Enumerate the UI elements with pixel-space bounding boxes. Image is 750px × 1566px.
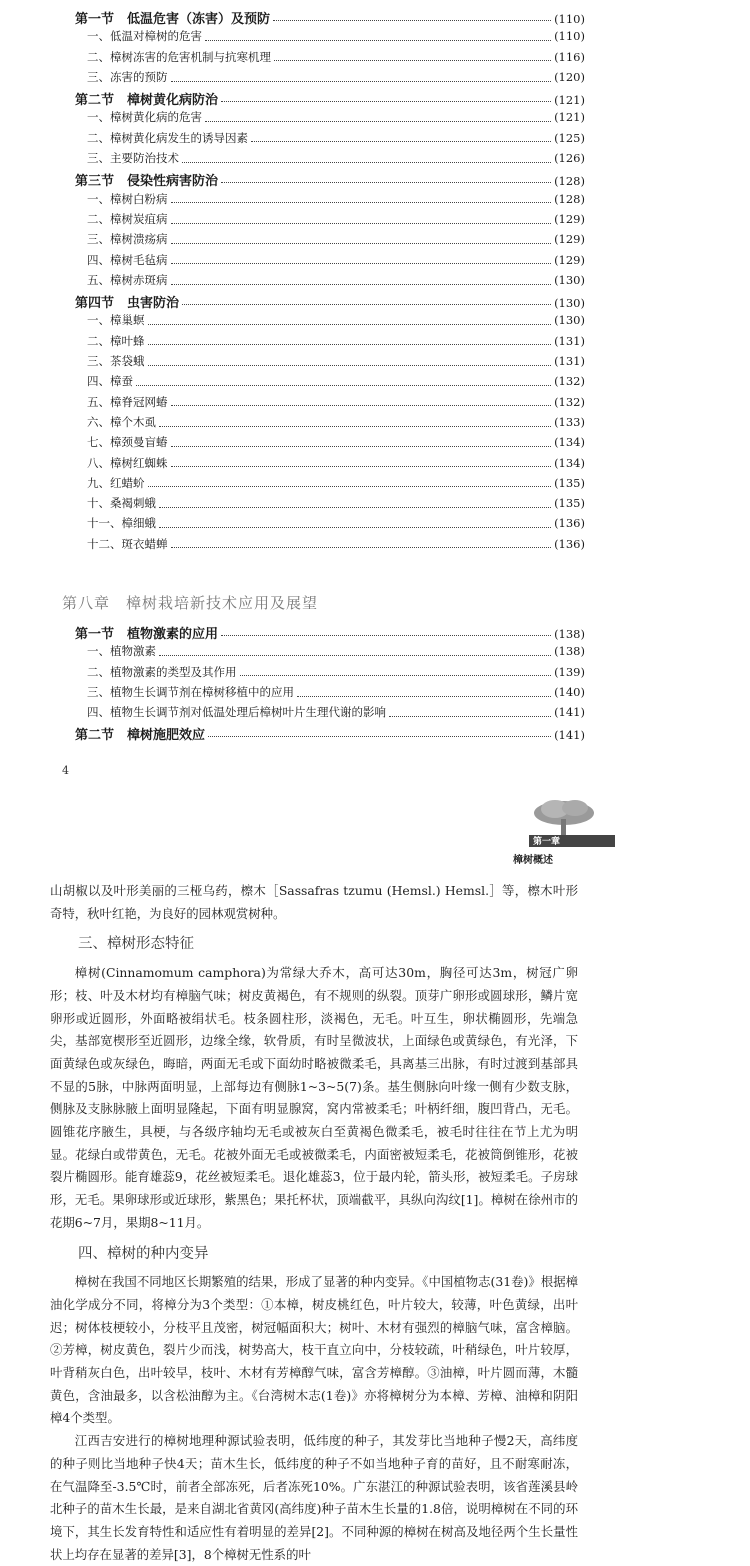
toc-page-number: (116): [554, 49, 585, 64]
toc-page-number: (126): [554, 151, 585, 166]
toc-entry-label: 三、茶袋蛾: [87, 354, 145, 369]
toc-entry-label: 三、植物生长调节剂在樟树移植中的应用: [87, 684, 294, 699]
toc-entry-label: 第三节 侵染性病害防治: [75, 174, 219, 190]
toc-entry-label: 五、樟树赤斑病: [87, 272, 168, 287]
toc-item-entry[interactable]: [75, 536, 585, 556]
toc-page-number: (128): [554, 174, 585, 189]
toc-page-number: (131): [554, 354, 585, 369]
toc-page-number: (141): [554, 728, 585, 743]
toc-page-number: (134): [554, 455, 585, 470]
paragraph: 樟树(Cinnamomum camphora)为常绿大乔木，高可达30m，胸径可达3m，树冠广卵形；枝、叶及木材均有樟脑气味；树皮黄褐色，有不规则的纵裂。顶芽广卵形或圆球形，鳞片宽卵形或近圆形，外面略被绢状毛。枝条圆柱形，淡褐色，无毛。叶互生，卵状椭圆形，先端急尖，基部宽楔形至近圆形，边缘全缘，软骨质，有时呈微波状，上面绿色或黄绿色，有光泽，下面黄绿色或灰绿色，晦暗，两面无毛或下面幼时略被微柔毛，具离基三出脉，有时过渡到基部具不显的5脉，中脉两面明显，上部每边有侧脉1~3~5(7)条。基生侧脉向叶缘一侧有少数支脉，侧脉及支脉脉腋上面明显隆起，下面有明显腺窝，窝内常被柔毛；叶柄纤细，腹凹背凸，无毛。圆锥花序腋生，具梗，与各级序轴均无毛或被灰白至黄褐色微柔毛，被毛时往往在节上尤为明显。花绿白或带黄色，无毛。花被外面无毛或被微柔毛，内面密被短柔毛，花被筒倒锥形，花被裂片椭圆形。能育雄蕊9，花丝被短柔毛。退化雄蕊3，位于最内轮，箭头形，被短柔毛。子房球形，无毛。果卵球形或近球形，紫黑色；果托杯状，顶端截平，具纵向沟纹[1]。樟树在徐州市的花期6~7月，果期8~11月。: [50, 965, 578, 1230]
toc-leader-dots: [171, 202, 552, 203]
toc-page-number: (132): [554, 394, 585, 409]
toc-leader-dots: [171, 243, 552, 244]
toc-entry-label: 四、樟蚕: [87, 374, 133, 389]
toc-entry-label: 第二节 樟树黄化病防治: [75, 93, 219, 109]
toc-leader-dots: [171, 405, 552, 406]
toc-item-entry[interactable]: [75, 150, 585, 170]
toc-leader-dots: [171, 81, 552, 82]
toc-item-entry[interactable]: [75, 252, 585, 272]
toc-leader-dots: [182, 304, 551, 305]
toc-entry-label: 四、樟树毛毡病: [87, 252, 168, 267]
toc-page-number: (135): [554, 475, 585, 490]
toc-page-number: (129): [554, 252, 585, 267]
toc-entry-label: 一、低温对樟树的危害: [87, 29, 202, 44]
toc-item-entry[interactable]: [75, 373, 585, 393]
toc-page-number: (130): [554, 272, 585, 287]
toc-entry-label: 十、桑褐刺蛾: [87, 496, 156, 511]
toc-entry-label: 一、樟树白粉病: [87, 191, 168, 206]
toc-leader-dots: [136, 385, 551, 386]
toc-item-entry[interactable]: [75, 333, 585, 353]
toc-item-entry[interactable]: [75, 664, 585, 684]
toc-item-entry[interactable]: [75, 394, 585, 414]
toc-page-number: (110): [554, 12, 585, 26]
toc-item-entry[interactable]: [75, 49, 585, 69]
toc-leader-dots: [274, 60, 551, 61]
toc-item-entry[interactable]: [75, 495, 585, 515]
toc-section-entry[interactable]: [75, 292, 585, 312]
toc-page-number: (138): [554, 627, 585, 641]
toc-page-number: (136): [554, 516, 585, 531]
toc-item-entry[interactable]: [75, 434, 585, 454]
toc-page-number: (129): [554, 232, 585, 247]
toc-page-number: (128): [554, 191, 585, 206]
toc-item-entry[interactable]: [75, 272, 585, 292]
paragraph: 樟树在我国不同地区长期繁殖的结果，形成了显著的种内变异。《中国植物志(31卷)》根据樟油化学成分不同，将樟分为3个类型：①本樟，树皮桃红色，叶片较大，较薄，叶色黄绿，出叶迟；树体枝梗较小，分枝平且茂密，树冠幅面积大；树叶、木材有强烈的樟脑气味，富含樟脑。②芳樟，树皮黄色，裂片少而浅，树势高大，枝干直立向中，分枝较疏，叶稍绿色，叶片较厚，叶背稍灰白色，出叶较早，枝叶、木材有芳樟醇气味，富含芳樟醇。③油樟，叶片圆而薄，木髓黄色，含油最多，以含松油醇为主。《台湾树木志(1卷)》亦将樟树分为本樟、芳樟、油樟和阴阳樟4个类型。: [50, 1274, 578, 1426]
toc-leader-dots: [205, 40, 551, 41]
toc-page-number: (141): [554, 705, 585, 720]
toc-leader-dots: [182, 162, 551, 163]
toc-entry-label: 一、樟树黄化病的危害: [87, 110, 202, 125]
toc-page-number: (121): [554, 110, 585, 125]
toc-leader-dots: [148, 365, 552, 366]
toc-entry-label: 七、樟颈曼盲蝽: [87, 435, 168, 450]
toc-leader-dots: [148, 486, 552, 487]
toc-entry-label: 八、樟树红蜘蛛: [87, 455, 168, 470]
toc-leader-dots: [273, 20, 551, 21]
toc-page-number: (136): [554, 536, 585, 551]
toc-entry-label: 一、樟巢螟: [87, 313, 145, 328]
toc-item-entry[interactable]: [75, 475, 585, 495]
toc-leader-dots: [148, 344, 552, 345]
toc-entry-label: 三、樟树溃疡病: [87, 232, 168, 247]
toc-item-entry[interactable]: [75, 353, 585, 373]
toc-leader-dots: [221, 635, 551, 636]
toc-leader-dots: [171, 284, 552, 285]
section-heading: 三、樟树形态特征: [78, 936, 194, 953]
toc-entry-label: 十一、樟细蛾: [87, 516, 156, 531]
toc-leader-dots: [159, 426, 551, 427]
body-text: [50, 880, 578, 1566]
toc-entry-label: 十二、斑衣蜡蝉: [87, 536, 168, 551]
toc-page-number: (134): [554, 435, 585, 450]
toc-entry-label: 三、主要防治技术: [87, 151, 179, 166]
toc-entry-label: 二、樟树黄化病发生的诱导因素: [87, 130, 248, 145]
toc-page-number: (139): [554, 664, 585, 679]
toc-section-entry[interactable]: [75, 170, 585, 190]
toc-page-number: (130): [554, 313, 585, 328]
toc-entry-label: 第一节 低温危害（冻害）及预防: [75, 12, 271, 27]
toc-leader-dots: [171, 446, 552, 447]
toc-page-number: (120): [554, 69, 585, 84]
toc-bottom: [75, 623, 585, 745]
toc-entry-label: 九、红蜡蚧: [87, 475, 145, 490]
toc-item-entry[interactable]: [75, 109, 585, 129]
toc-leader-dots: [171, 223, 552, 224]
toc-leader-dots: [205, 121, 551, 122]
toc-page-number: (110): [554, 29, 585, 44]
toc-leader-dots: [159, 655, 551, 656]
toc-leader-dots: [389, 716, 551, 717]
toc-leader-dots: [159, 507, 551, 508]
toc-section-entry[interactable]: [75, 89, 585, 109]
toc-page-number: (121): [554, 93, 585, 108]
toc-entry-label: 二、樟叶蜂: [87, 333, 145, 348]
chapter-badge-label: 第一章: [533, 837, 561, 847]
toc-page-number: (129): [554, 211, 585, 226]
tree-icon: [533, 795, 595, 839]
toc-entry-label: 四、植物生长调节剂对低温处理后樟树叶片生理代谢的影响: [87, 705, 386, 720]
toc-item-entry[interactable]: [75, 69, 585, 89]
page-number: 4: [62, 764, 69, 777]
toc-section-entry[interactable]: [75, 623, 585, 643]
toc-leader-dots: [297, 696, 551, 697]
toc-top: [75, 8, 585, 556]
section-heading: 四、樟树的种内变异: [78, 1245, 209, 1262]
paragraph: 山胡椒以及叶形美丽的三桠乌药，檫木［Sassafras tzumu (Hemsl.) Hemsl.］等，檫木叶形奇特，秋叶红艳，为良好的园林观赏树种。: [50, 883, 578, 921]
toc-leader-dots: [208, 736, 551, 737]
toc-item-entry[interactable]: [75, 643, 585, 663]
toc-page-number: (125): [554, 130, 585, 145]
toc-entry-label: 三、冻害的预防: [87, 69, 168, 84]
toc-entry-label: 一、植物激素: [87, 644, 156, 659]
toc-entry-label: 第一节 植物激素的应用: [75, 627, 219, 642]
toc-item-entry[interactable]: [75, 231, 585, 251]
toc-entry-label: 五、樟脊冠网蝽: [87, 394, 168, 409]
toc-page-number: (132): [554, 374, 585, 389]
toc-item-entry[interactable]: [75, 684, 585, 704]
toc-entry-label: 二、樟树炭疽病: [87, 211, 168, 226]
toc-section-entry[interactable]: [75, 724, 585, 744]
toc-page-number: (138): [554, 644, 585, 659]
toc-item-entry[interactable]: [75, 130, 585, 150]
toc-page-number: (135): [554, 496, 585, 511]
toc-leader-dots: [251, 141, 551, 142]
toc-entry-label: 第四节 虫害防治: [75, 296, 180, 312]
toc-entry-label: 二、樟树冻害的危害机制与抗寒机理: [87, 49, 271, 64]
toc-leader-dots: [221, 101, 551, 102]
toc-entry-label: 二、植物激素的类型及其作用: [87, 664, 237, 679]
toc-leader-dots: [171, 547, 552, 548]
toc-page-number: (133): [554, 414, 585, 429]
toc-leader-dots: [171, 263, 552, 264]
toc-leader-dots: [159, 527, 551, 528]
toc-item-entry[interactable]: [75, 211, 585, 231]
toc-leader-dots: [148, 324, 552, 325]
chapter-badge-bar: [529, 835, 615, 847]
chapter-badge: [505, 795, 615, 867]
toc-page-number: (131): [554, 333, 585, 348]
toc-entry-label: 六、樟个木虱: [87, 414, 156, 429]
toc-item-entry[interactable]: [75, 455, 585, 475]
toc-item-entry[interactable]: [75, 515, 585, 535]
toc-item-entry[interactable]: [75, 414, 585, 434]
chapter-badge-subtitle: 樟树概述: [513, 855, 553, 866]
toc-page-number: (140): [554, 684, 585, 699]
toc-item-entry[interactable]: [75, 312, 585, 332]
toc-page-number: (130): [554, 296, 585, 311]
toc-leader-dots: [240, 675, 552, 676]
toc-item-entry[interactable]: [75, 28, 585, 48]
chapter-title: 第八章 樟树栽培新技术应用及展望: [62, 594, 319, 612]
toc-entry-label: 第二节 樟树施肥效应: [75, 728, 206, 744]
toc-section-entry[interactable]: [75, 8, 585, 28]
toc-item-entry[interactable]: [75, 704, 585, 724]
toc-leader-dots: [171, 466, 552, 467]
paragraph: 江西吉安进行的樟树地理种源试验表明，低纬度的种子，其发芽比当地种子慢2天，高纬度的种子则比当地种子快4天；苗木生长，低纬度的种子不如当地种子育的苗好，且不耐寒耐冻，在气温降至-3.5℃时，前者全部冻死，后者冻死10%。广东湛江的种源试验表明，该省莲溪县岭北种子的苗木生长最，是来自湖北省黄冈(高纬度)种子苗木生长量的1.8倍，说明樟树在不同的环境下，其生长发育特性和适应性有着明显的差异[2]。不同种源的樟树在树高及地径两个生长量性状上均存在显著的差异[3]，8个樟树无性系的叶: [50, 1433, 578, 1562]
toc-leader-dots: [221, 182, 551, 183]
toc-item-entry[interactable]: [75, 191, 585, 211]
